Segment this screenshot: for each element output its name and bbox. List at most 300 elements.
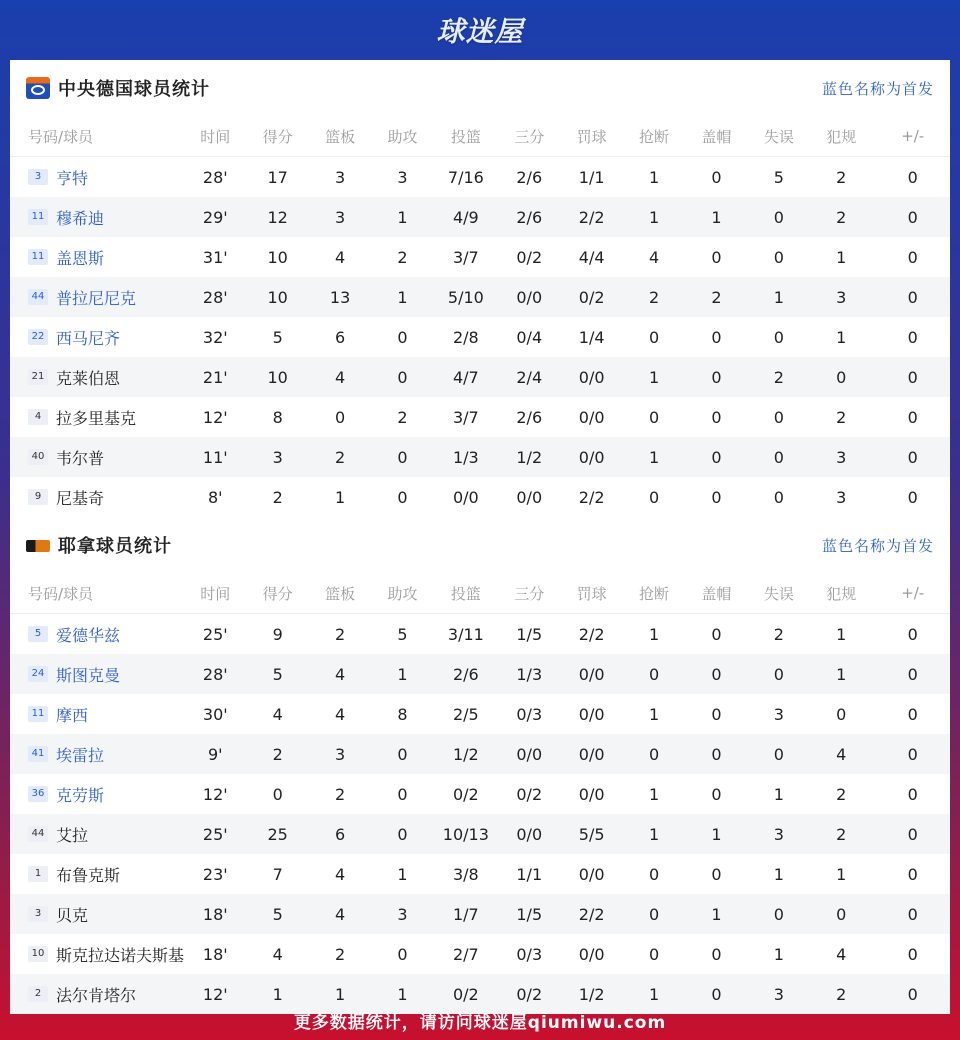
stat-fouls: 0 <box>836 704 847 724</box>
stat-steals: 1 <box>626 357 682 397</box>
brand-header <box>0 0 960 60</box>
table-row <box>10 477 950 517</box>
table-row <box>10 894 950 934</box>
stat-rebounds: 4 <box>306 894 374 934</box>
player-name[interactable]: 布鲁克斯 <box>56 865 121 885</box>
stat-ft: 0/0 <box>557 734 625 774</box>
stat-three: 1/5 <box>516 624 543 644</box>
stat-assists: 0 <box>397 327 408 347</box>
stat-rebounds: 2 <box>334 944 346 964</box>
player-name[interactable]: 斯克拉达诺夫斯基 <box>56 945 185 965</box>
stat-fouls: 1 <box>836 327 847 347</box>
stat-rebounds: 0 <box>334 407 346 427</box>
table-row <box>10 734 950 774</box>
column-header: 罚球 <box>557 573 625 614</box>
column-header: 投篮 <box>431 116 501 157</box>
table-row <box>10 854 950 894</box>
stat-points: 4 <box>272 704 283 724</box>
stat-ft: 0/0 <box>578 864 605 884</box>
column-header-player: 号码/球员 <box>10 573 181 614</box>
stat-plusminus: 0 <box>875 654 950 694</box>
stat-ft: 0/0 <box>557 357 625 397</box>
stat-plusminus: 0 <box>907 784 918 804</box>
stat-plusminus: 0 <box>907 407 918 427</box>
stat-fg: 2/5 <box>452 704 479 724</box>
stat-ft: 1/4 <box>578 327 605 347</box>
team-stats-title: 耶拿球员统计 <box>58 536 172 557</box>
stat-turnovers: 0 <box>773 487 784 507</box>
stat-fg: 5/10 <box>431 277 501 317</box>
player-name[interactable]: 克莱伯恩 <box>56 368 121 388</box>
column-header: 盖帽 <box>682 573 750 614</box>
stat-turnovers: 3 <box>773 704 784 724</box>
table-header-row <box>10 116 950 157</box>
jersey-number-badge: 36 <box>28 786 48 802</box>
stat-three: 0/3 <box>516 704 543 724</box>
jersey-number-badge: 10 <box>28 946 48 962</box>
player-cell <box>10 317 181 357</box>
stat-ft: 2/2 <box>578 487 605 507</box>
stat-ft: 4/4 <box>578 247 605 267</box>
table-row <box>10 157 950 198</box>
stat-three: 0/2 <box>516 784 543 804</box>
stat-assists: 1 <box>374 277 430 317</box>
stat-fg: 4/9 <box>431 197 501 237</box>
stat-assists: 0 <box>397 784 408 804</box>
stat-fouls: 1 <box>836 247 847 267</box>
stat-fouls: 2 <box>807 974 875 1014</box>
stat-steals: 1 <box>648 167 660 187</box>
stat-minutes: 21' <box>181 357 249 397</box>
stat-fouls: 3 <box>836 487 847 507</box>
footer-banner <box>0 1000 960 1040</box>
player-cell <box>10 854 181 894</box>
player-cell <box>10 934 185 974</box>
stat-rebounds: 6 <box>334 327 346 347</box>
stat-blocks: 0 <box>711 944 722 964</box>
footer-link-text[interactable]: 更多数据统计，请访问球迷屋qiumiwu.com <box>293 1012 667 1033</box>
stat-blocks: 0 <box>711 327 722 347</box>
stat-assists: 0 <box>374 357 430 397</box>
column-header: 失误 <box>751 116 807 157</box>
stat-plusminus: 0 <box>907 944 918 964</box>
stat-steals: 0 <box>626 654 682 694</box>
stat-minutes: 23' <box>202 864 228 884</box>
stat-rebounds: 13 <box>306 277 374 317</box>
stat-fg: 2/7 <box>452 944 479 964</box>
stat-blocks: 1 <box>682 814 750 854</box>
stat-fg: 10/13 <box>431 814 501 854</box>
table-row <box>10 934 950 974</box>
jersey-number-badge: 11 <box>28 706 48 722</box>
column-header: 得分 <box>250 573 306 614</box>
stat-points: 5 <box>250 894 306 934</box>
stat-points: 2 <box>250 734 306 774</box>
stat-plusminus: 0 <box>907 624 918 644</box>
player-name[interactable]: 克劳斯 <box>56 785 105 805</box>
table-row <box>10 654 950 694</box>
table-row <box>10 277 950 317</box>
stat-three: 0/3 <box>516 944 543 964</box>
stat-points: 0 <box>272 784 283 804</box>
stat-three: 0/0 <box>516 487 543 507</box>
stat-assists: 0 <box>397 944 408 964</box>
stat-rebounds: 1 <box>306 974 374 1014</box>
stat-ft: 0/0 <box>557 654 625 694</box>
stat-rebounds: 4 <box>306 357 374 397</box>
stat-blocks: 1 <box>682 894 750 934</box>
player-cell <box>10 157 181 198</box>
stat-minutes: 12' <box>181 974 249 1014</box>
stat-points: 25 <box>250 814 306 854</box>
stat-ft: 2/2 <box>557 894 625 934</box>
stat-steals: 2 <box>626 277 682 317</box>
stat-assists: 2 <box>397 247 408 267</box>
stat-plusminus: 0 <box>875 814 950 854</box>
stat-minutes: 8' <box>208 487 223 507</box>
team-title-group <box>26 532 172 558</box>
stat-blocks: 0 <box>682 654 750 694</box>
stat-ft: 1/1 <box>578 167 605 187</box>
stat-plusminus: 0 <box>907 247 918 267</box>
stat-minutes: 30' <box>202 704 228 724</box>
column-header: 助攻 <box>374 116 430 157</box>
table-row <box>10 237 950 277</box>
table-row <box>10 437 950 477</box>
stat-three: 0/0 <box>501 814 557 854</box>
stat-three: 1/3 <box>501 654 557 694</box>
jersey-number-badge: 11 <box>28 249 48 265</box>
stat-plusminus: 0 <box>875 277 950 317</box>
stat-fg: 1/3 <box>431 437 501 477</box>
stat-rebounds: 3 <box>306 734 374 774</box>
player-stats-table <box>10 116 950 517</box>
stat-minutes: 12' <box>202 784 228 804</box>
column-header: +/- <box>875 116 950 157</box>
stat-fouls: 2 <box>836 784 847 804</box>
column-header: 助攻 <box>374 573 430 614</box>
stat-plusminus: 0 <box>875 734 950 774</box>
jersey-number-badge: 9 <box>28 489 48 505</box>
stat-three: 0/0 <box>501 734 557 774</box>
stat-points: 3 <box>250 437 306 477</box>
table-row <box>10 774 950 814</box>
player-name[interactable]: 尼基奇 <box>56 488 105 508</box>
player-cell <box>10 654 181 694</box>
stat-assists: 2 <box>397 407 408 427</box>
player-cell <box>10 437 181 477</box>
starter-legend-note: 蓝色名称为首发 <box>821 536 934 555</box>
stat-turnovers: 0 <box>773 247 784 267</box>
stat-turnovers: 1 <box>773 864 784 884</box>
stat-rebounds: 1 <box>334 487 346 507</box>
team-logo-icon <box>26 540 50 552</box>
stat-fg: 4/7 <box>431 357 501 397</box>
stat-points: 2 <box>272 487 283 507</box>
table-row <box>10 814 950 854</box>
column-header: 盖帽 <box>682 116 750 157</box>
stat-turnovers: 2 <box>751 357 807 397</box>
stat-turnovers: 2 <box>773 624 784 644</box>
column-header: 篮板 <box>306 116 374 157</box>
player-name[interactable]: 拉多里基克 <box>56 408 137 428</box>
column-header: 犯规 <box>807 573 875 614</box>
stat-steals: 1 <box>648 624 660 644</box>
player-name[interactable]: 亨特 <box>56 168 89 188</box>
stat-assists: 1 <box>374 974 430 1014</box>
column-header: 得分 <box>250 116 306 157</box>
column-header: 抢断 <box>626 116 682 157</box>
team-header <box>10 60 950 116</box>
stat-turnovers: 0 <box>751 734 807 774</box>
team-logo-icon <box>26 77 50 99</box>
player-name[interactable]: 爱德华兹 <box>56 625 121 645</box>
stat-rebounds: 6 <box>306 814 374 854</box>
stat-steals: 0 <box>648 487 660 507</box>
stat-three: 0/4 <box>516 327 543 347</box>
player-cell <box>10 894 181 934</box>
stat-steals: 0 <box>648 327 660 347</box>
stat-rebounds: 2 <box>334 624 346 644</box>
stat-rebounds: 4 <box>306 654 374 694</box>
stat-blocks: 0 <box>711 487 722 507</box>
stat-steals: 1 <box>648 784 660 804</box>
stat-blocks: 0 <box>711 624 722 644</box>
stat-points: 12 <box>250 197 306 237</box>
stat-fg: 0/0 <box>452 487 479 507</box>
player-cell <box>10 357 181 397</box>
stat-turnovers: 0 <box>751 894 807 934</box>
stat-fouls: 3 <box>807 277 875 317</box>
stat-ft: 0/0 <box>578 944 605 964</box>
stat-rebounds: 4 <box>334 864 346 884</box>
stat-assists: 0 <box>374 814 430 854</box>
table-row <box>10 694 950 734</box>
column-header: 篮板 <box>306 573 374 614</box>
stat-blocks: 0 <box>682 734 750 774</box>
column-header: 三分 <box>501 116 557 157</box>
stat-assists: 1 <box>374 197 430 237</box>
stat-three: 2/6 <box>516 407 543 427</box>
player-cell <box>10 237 181 277</box>
stat-turnovers: 0 <box>751 437 807 477</box>
stat-steals: 0 <box>626 894 682 934</box>
starter-legend-note: 蓝色名称为首发 <box>821 79 934 98</box>
jersey-number-badge: 21 <box>28 369 48 385</box>
player-name[interactable]: 韦尔普 <box>56 448 105 468</box>
stat-minutes: 25' <box>202 624 228 644</box>
stat-assists: 0 <box>397 487 408 507</box>
jersey-number-badge: 41 <box>28 746 48 762</box>
team-section <box>10 60 950 517</box>
stat-turnovers: 0 <box>773 407 784 427</box>
player-name[interactable]: 法尔肯塔尔 <box>56 985 137 1005</box>
stat-turnovers: 0 <box>751 197 807 237</box>
player-name[interactable]: 艾拉 <box>56 825 89 845</box>
stat-plusminus: 0 <box>907 864 918 884</box>
player-name[interactable]: 西马尼齐 <box>56 328 121 348</box>
jersey-number-badge: 4 <box>28 409 48 425</box>
stat-assists: 0 <box>374 437 430 477</box>
stat-points: 7 <box>272 864 283 884</box>
player-name[interactable]: 斯图克曼 <box>56 665 121 685</box>
stat-turnovers: 3 <box>751 814 807 854</box>
stat-ft: 0/0 <box>578 407 605 427</box>
stat-fg: 7/16 <box>447 167 484 187</box>
player-name[interactable]: 贝克 <box>56 905 89 925</box>
stat-minutes: 31' <box>202 247 228 267</box>
column-header: +/- <box>875 573 950 614</box>
stat-three: 1/1 <box>516 864 543 884</box>
stat-assists: 3 <box>397 167 408 187</box>
stat-fouls: 4 <box>807 734 875 774</box>
stat-minutes: 25' <box>181 814 249 854</box>
stat-fouls: 2 <box>836 407 847 427</box>
stat-blocks: 0 <box>711 704 722 724</box>
stat-blocks: 0 <box>682 357 750 397</box>
jersey-number-badge: 40 <box>28 449 48 465</box>
player-name[interactable]: 普拉尼尼克 <box>56 288 137 308</box>
stat-three: 0/2 <box>501 974 557 1014</box>
stat-turnovers: 1 <box>773 784 784 804</box>
stat-minutes: 32' <box>202 327 228 347</box>
table-row <box>10 317 950 357</box>
stat-ft: 2/2 <box>557 197 625 237</box>
stat-assists: 1 <box>374 654 430 694</box>
player-cell <box>10 774 181 814</box>
stat-minutes: 28' <box>181 654 249 694</box>
stat-blocks: 0 <box>711 247 722 267</box>
player-name[interactable]: 穆希迪 <box>56 208 105 228</box>
stat-three: 2/4 <box>501 357 557 397</box>
stat-plusminus: 0 <box>875 437 950 477</box>
stat-points: 10 <box>250 357 306 397</box>
stat-minutes: 28' <box>181 277 249 317</box>
stat-plusminus: 0 <box>907 327 918 347</box>
stat-fg: 0/2 <box>452 784 479 804</box>
stat-assists: 1 <box>397 864 408 884</box>
player-stats-table <box>10 573 950 1014</box>
stat-minutes: 18' <box>181 894 249 934</box>
stat-steals: 4 <box>648 247 660 267</box>
jersey-number-badge: 2 <box>28 986 48 1002</box>
stat-minutes: 28' <box>202 167 228 187</box>
stat-fouls: 2 <box>807 197 875 237</box>
stat-ft: 1/2 <box>557 974 625 1014</box>
player-cell <box>10 277 181 317</box>
stat-blocks: 1 <box>682 197 750 237</box>
column-header-player: 号码/球员 <box>10 116 181 157</box>
stat-steals: 1 <box>626 814 682 854</box>
column-header: 罚球 <box>557 116 625 157</box>
stat-fouls: 4 <box>836 944 847 964</box>
stat-three: 1/5 <box>501 894 557 934</box>
table-row <box>10 397 950 437</box>
player-cell <box>10 694 181 734</box>
player-name[interactable]: 埃雷拉 <box>56 745 105 765</box>
stat-steals: 0 <box>648 944 660 964</box>
column-header: 三分 <box>501 573 557 614</box>
stat-minutes: 18' <box>202 944 228 964</box>
stat-turnovers: 1 <box>773 944 784 964</box>
stat-steals: 1 <box>626 197 682 237</box>
stat-three: 1/2 <box>501 437 557 477</box>
stat-plusminus: 0 <box>907 704 918 724</box>
player-name[interactable]: 盖恩斯 <box>56 248 105 268</box>
column-header: 投篮 <box>431 573 501 614</box>
stat-rebounds: 2 <box>334 784 346 804</box>
stat-plusminus: 0 <box>875 357 950 397</box>
table-row <box>10 357 950 397</box>
stat-rebounds: 3 <box>306 197 374 237</box>
table-row <box>10 197 950 237</box>
stat-minutes: 12' <box>202 407 228 427</box>
team-header <box>10 517 950 573</box>
stat-blocks: 0 <box>711 167 722 187</box>
stat-points: 17 <box>267 167 288 187</box>
stat-points: 4 <box>272 944 283 964</box>
stat-plusminus: 0 <box>875 197 950 237</box>
stat-assists: 0 <box>374 734 430 774</box>
table-row <box>10 614 950 655</box>
brand-logo-text: 球迷屋 <box>436 15 524 48</box>
stat-fouls: 0 <box>807 894 875 934</box>
player-name[interactable]: 摩西 <box>56 705 89 725</box>
stat-points: 5 <box>250 654 306 694</box>
stat-assists: 5 <box>397 624 408 644</box>
jersey-number-badge: 11 <box>28 209 48 225</box>
stat-rebounds: 2 <box>306 437 374 477</box>
stat-blocks: 0 <box>711 407 722 427</box>
jersey-number-badge: 3 <box>28 169 48 185</box>
stat-fouls: 1 <box>807 654 875 694</box>
stat-fg: 3/11 <box>447 624 484 644</box>
jersey-number-badge: 22 <box>28 329 48 345</box>
column-header: 失误 <box>751 573 807 614</box>
stat-minutes: 29' <box>181 197 249 237</box>
stat-steals: 1 <box>626 974 682 1014</box>
player-cell <box>10 734 181 774</box>
table-header-row <box>10 573 950 614</box>
player-cell <box>10 477 181 517</box>
stat-rebounds: 4 <box>334 247 346 267</box>
stat-fg: 3/7 <box>452 247 479 267</box>
stat-fg: 2/6 <box>431 654 501 694</box>
stat-fouls: 2 <box>836 167 847 187</box>
stat-steals: 1 <box>626 437 682 477</box>
stat-fg: 3/7 <box>452 407 479 427</box>
stats-card <box>10 60 950 1005</box>
stat-three: 2/6 <box>516 167 543 187</box>
stat-ft: 0/2 <box>557 277 625 317</box>
stat-fg: 1/2 <box>431 734 501 774</box>
stat-ft: 0/0 <box>578 784 605 804</box>
stat-ft: 5/5 <box>557 814 625 854</box>
stat-plusminus: 0 <box>907 167 918 187</box>
column-header: 时间 <box>181 573 249 614</box>
stat-points: 5 <box>272 327 283 347</box>
stat-fg: 3/8 <box>452 864 479 884</box>
team-section <box>10 517 950 1014</box>
jersey-number-badge: 24 <box>28 666 48 682</box>
stat-assists: 3 <box>374 894 430 934</box>
column-header: 抢断 <box>626 573 682 614</box>
stat-blocks: 0 <box>682 437 750 477</box>
stat-ft: 0/0 <box>557 437 625 477</box>
stat-turnovers: 0 <box>773 327 784 347</box>
jersey-number-badge: 5 <box>28 626 48 642</box>
player-cell <box>10 397 181 437</box>
